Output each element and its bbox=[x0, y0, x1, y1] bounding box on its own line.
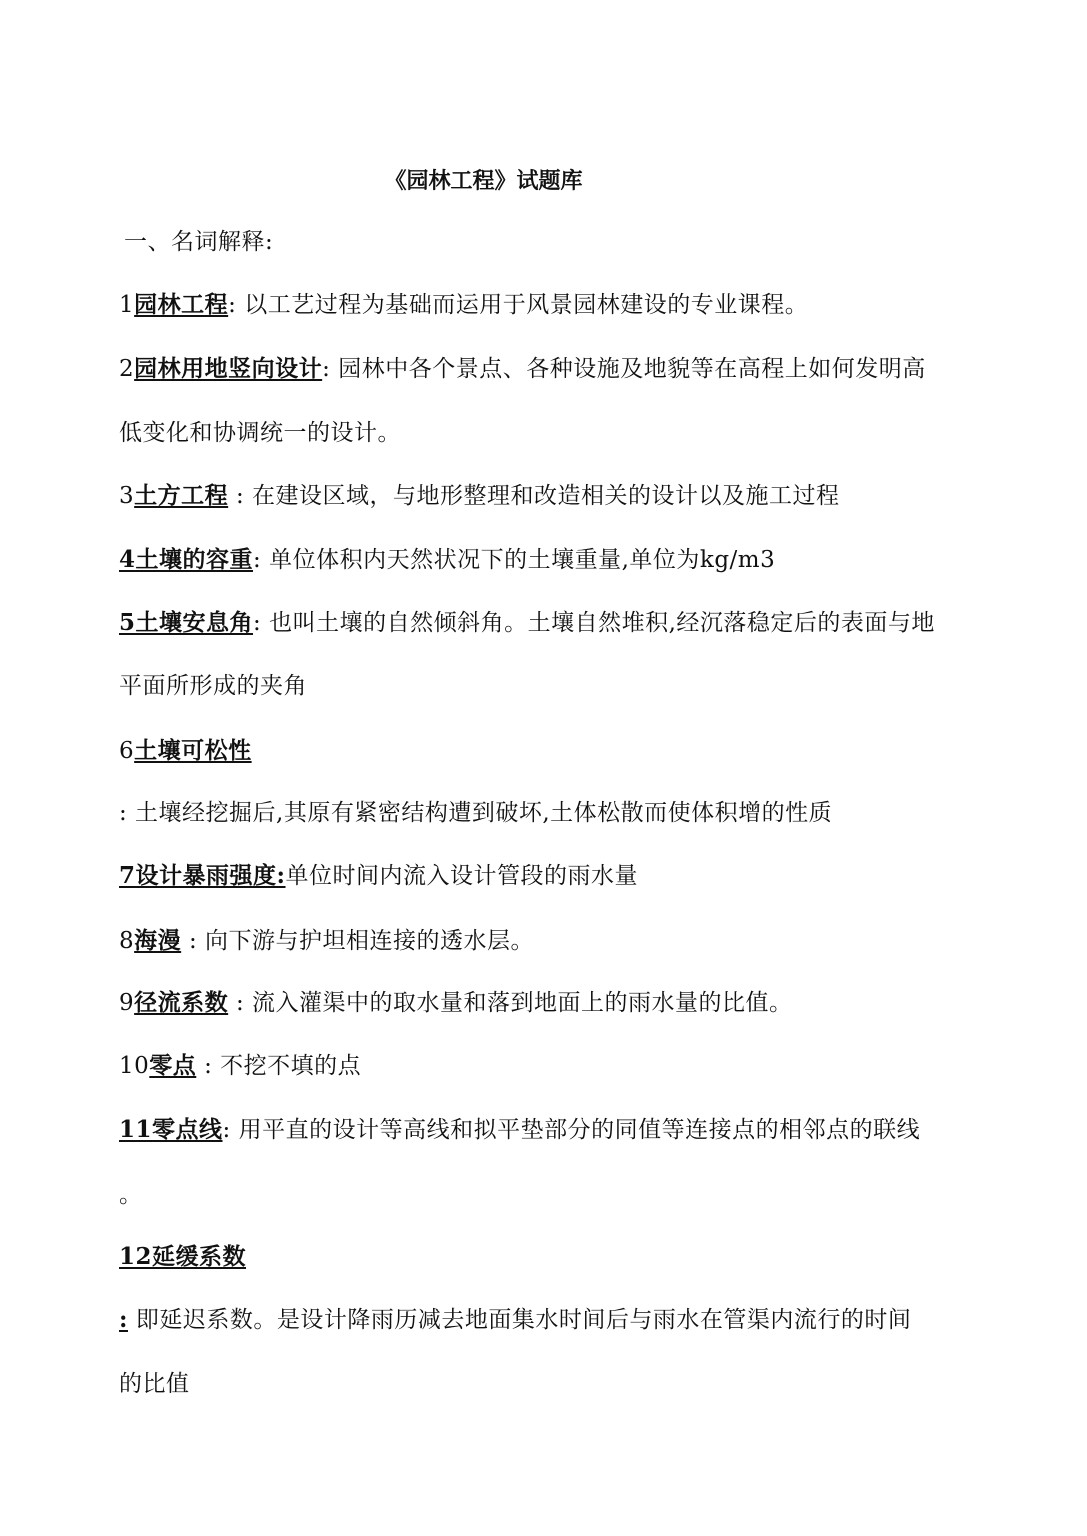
item-separator: : bbox=[322, 356, 331, 382]
item-definition: 即延迟系数。是设计降雨历减去地面集水时间后与雨水在管渠内流行的时间 bbox=[135, 1307, 912, 1333]
item-definition: 流入灌渠中的取水量和落到地面上的雨水量的比值。 bbox=[252, 990, 793, 1016]
item-number: 6 bbox=[119, 738, 135, 764]
item-number: 2 bbox=[119, 356, 135, 382]
item-term: 零点 bbox=[149, 1052, 197, 1079]
list-item bbox=[119, 1051, 361, 1081]
item-number: 9 bbox=[119, 990, 135, 1016]
item-separator: : bbox=[228, 990, 245, 1016]
item-term: 设计暴雨强度: bbox=[135, 862, 286, 889]
item-definition: 在建设区域，与地形整理和改造相关的设计以及施工过程 bbox=[252, 483, 840, 509]
section-heading: 一、名词解释: bbox=[124, 229, 274, 255]
item-term: 海漫 bbox=[134, 927, 182, 954]
list-item bbox=[119, 354, 926, 384]
item-term: 土壤安息角 bbox=[135, 609, 254, 636]
item-definition: 也叫土壤的自然倾斜角。土壤自然堆积,经沉落稳定后的表面与地 bbox=[269, 610, 935, 636]
item-term: 径流系数 bbox=[134, 989, 229, 1016]
item-term: 土壤可松性 bbox=[134, 737, 252, 764]
item-definition: 单位体积内天然状况下的土壤重量,单位为kg/m3 bbox=[269, 547, 776, 573]
list-item bbox=[119, 861, 638, 891]
list-item bbox=[119, 1115, 920, 1145]
item-number: 1 bbox=[119, 292, 135, 318]
item-term: 零点线 bbox=[152, 1116, 223, 1143]
list-item bbox=[119, 481, 840, 511]
item-continuation: 平面所形成的夹角 bbox=[119, 673, 307, 699]
item-number: 3 bbox=[119, 483, 135, 509]
item-term: 园林工程 bbox=[134, 291, 229, 318]
item-continuation: : 土壤经挖掘后,其原有紧密结构遭到破坏,土体松散而使体积增的性质 bbox=[119, 800, 833, 826]
item-term: 园林用地竖向设计 bbox=[134, 355, 323, 382]
item-number: 8 bbox=[119, 928, 135, 954]
list-item bbox=[119, 988, 793, 1018]
list-item bbox=[119, 545, 775, 575]
list-item bbox=[119, 1242, 246, 1272]
item-separator: : bbox=[119, 1306, 128, 1333]
item-number: 10 bbox=[119, 1053, 150, 1079]
item-definition: 以工艺过程为基础而运用于风景园林建设的专业课程。 bbox=[244, 292, 809, 318]
item-number: 12 bbox=[119, 1243, 153, 1270]
item-separator: : bbox=[196, 1053, 213, 1079]
item-continuation bbox=[119, 1305, 911, 1335]
item-continuation: 的比值 bbox=[119, 1371, 190, 1397]
item-definition: 园林中各个景点、各种设施及地貌等在高程上如何发明高 bbox=[338, 356, 926, 382]
item-continuation: 低变化和协调统一的设计。 bbox=[119, 420, 401, 446]
item-term: 延缓系数 bbox=[152, 1243, 247, 1270]
item-separator: : bbox=[253, 610, 262, 636]
item-separator: : bbox=[222, 1117, 231, 1143]
list-item bbox=[119, 608, 935, 638]
item-number: 11 bbox=[119, 1116, 153, 1143]
item-term: 土壤的容重 bbox=[135, 546, 254, 573]
item-separator: : bbox=[253, 547, 262, 573]
item-term: 土方工程 bbox=[134, 482, 229, 509]
list-item bbox=[119, 926, 534, 956]
item-definition: 单位时间内流入设计管段的雨水量 bbox=[285, 863, 639, 889]
item-definition: 向下游与护坦相连接的透水层。 bbox=[205, 928, 535, 954]
item-continuation: 。 bbox=[119, 1182, 143, 1208]
list-item bbox=[119, 736, 252, 766]
item-number: 5 bbox=[119, 609, 136, 636]
item-number: 4 bbox=[119, 546, 136, 573]
item-separator: : bbox=[228, 292, 237, 318]
item-number: 7 bbox=[119, 862, 136, 889]
list-item bbox=[119, 290, 808, 320]
item-definition: 用平直的设计等高线和拟平垫部分的同值等连接点的相邻点的联线 bbox=[238, 1117, 921, 1143]
item-separator: : bbox=[228, 483, 245, 509]
item-separator: : bbox=[181, 928, 198, 954]
item-definition: 不挖不填的点 bbox=[220, 1053, 362, 1079]
page-title: 《园林工程》试题库 bbox=[384, 168, 583, 194]
